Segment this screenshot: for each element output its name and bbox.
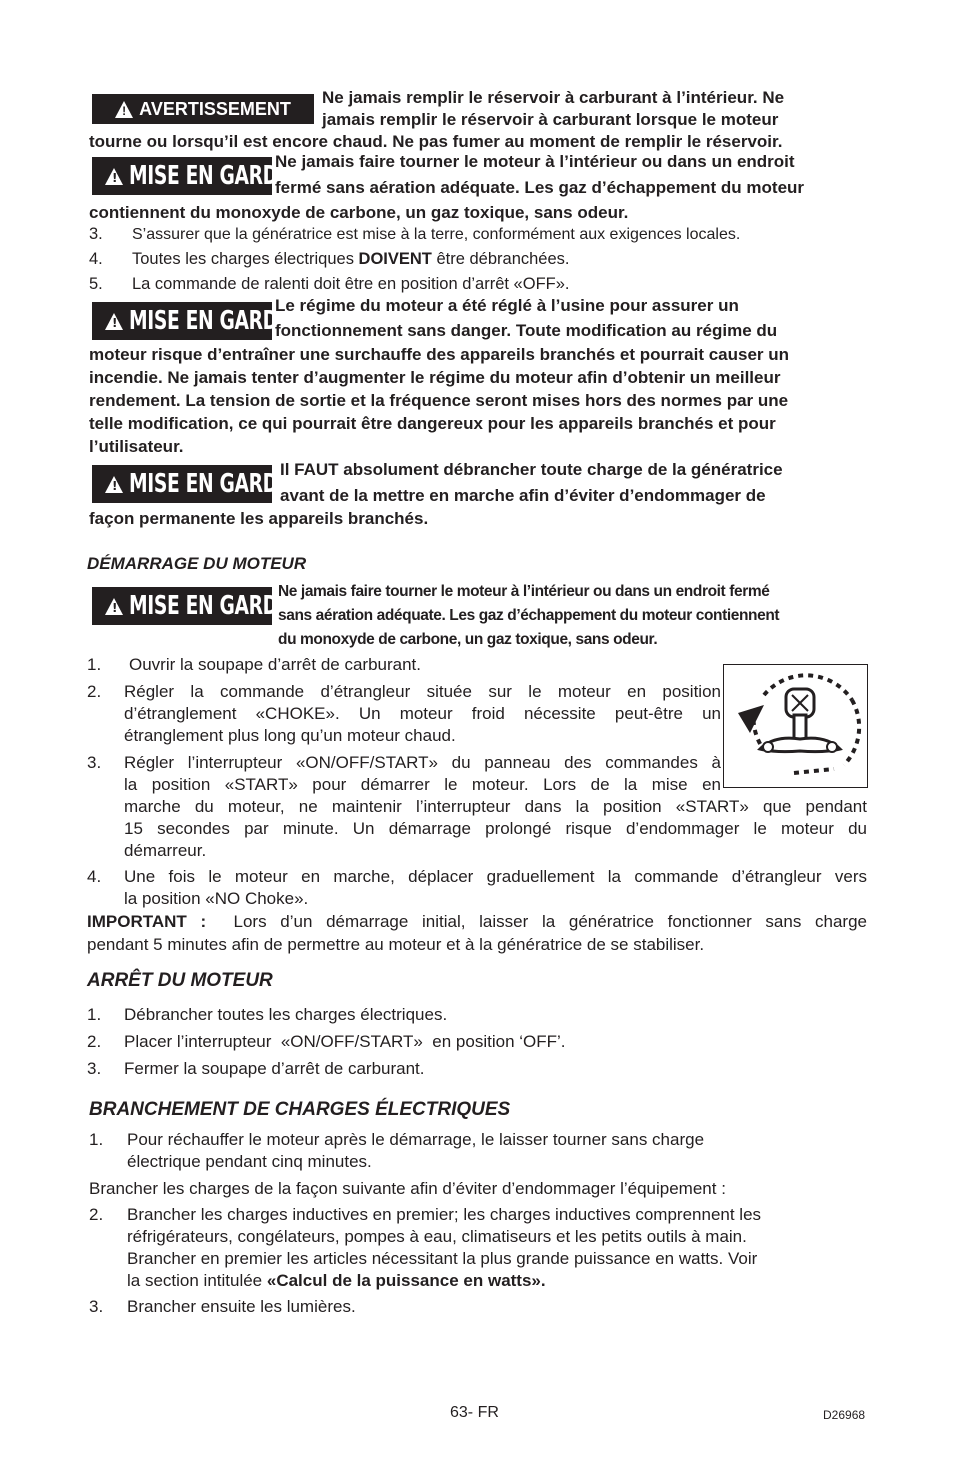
list-item-line: 15 secondes par minute. Un démarrage prolongé risque d’endommager le moteur du	[124, 819, 867, 838]
warning-2-line-2: fermé sans aération adéquate. Les gaz d’échappement du moteur	[275, 178, 805, 197]
important-label: IMPORTANT :	[87, 912, 207, 931]
list-item-line: la section intitulée «Calcul de la puissance en watts».	[127, 1271, 546, 1290]
list-item: La commande de ralenti doit être en position d’arrêt «OFF».	[132, 275, 570, 293]
list-item: Placer l’interrupteur «ON/OFF/START» en position ‘OFF’.	[124, 1032, 566, 1051]
mise-en-garde-label: MISE EN GARDE	[129, 306, 291, 336]
warning-triangle-icon: !	[105, 313, 123, 330]
choke-lever-icon	[724, 665, 867, 787]
list-item: S’assurer que la génératrice est mise à la terre, conformément aux exigences locales.	[132, 226, 741, 243]
warning-2-line-3: contiennent du monoxyde de carbone, un gaz toxique, sans odeur.	[89, 203, 629, 222]
section-heading-arret: ARRÊT DU MOTEUR	[87, 970, 273, 991]
list-item-line: marche du moteur, ne maintenir l’interrupteur dans la position «START» que pendant	[124, 797, 867, 816]
list-item-num: 2.	[89, 1205, 104, 1224]
list-item-num: 1.	[89, 1130, 104, 1149]
list-item: Toutes les charges électriques DOIVENT être débranchées.	[132, 250, 570, 268]
important-note-line-2: pendant 5 minutes afin de permettre au moteur et à la génératrice de se stabiliser.	[87, 935, 705, 954]
warning-4-line-2: avant de la mettre en marche afin d’éviter d’endommager de	[280, 486, 766, 505]
list-item-line: Brancher les charges inductives en premier; les charges inductives comprennent les	[127, 1205, 762, 1224]
section-heading-branchement: BRANCHEMENT DE CHARGES ÉLECTRIQUES	[89, 1099, 511, 1120]
list-item-line: électrique pendant cinq minutes.	[127, 1152, 372, 1171]
list-item: Ouvrir la soupape d’arrêt de carburant.	[129, 655, 421, 674]
list-item-line: Une fois le moteur en marche, déplacer graduellement la commande d’étrangleur vers	[124, 867, 867, 886]
list-item-line: Brancher en premier les articles nécessitant la plus grande puissance en watts. Voir	[127, 1249, 758, 1268]
branchement-paragraph: Brancher les charges de la façon suivante afin d’éviter d’endommager l’équipement :	[89, 1179, 726, 1198]
section-heading-demarrage: DÉMARRAGE DU MOTEUR	[87, 554, 307, 573]
warning-4-line-1: Il FAUT absolument débrancher toute charge de la génératrice	[280, 460, 783, 479]
warning-5-line-2: sans aération adéquate. Les gaz d’échappement du moteur contiennent	[278, 607, 780, 624]
list-item: Brancher ensuite les lumières.	[127, 1297, 356, 1316]
warning-3-line-2: fonctionnement sans danger. Toute modification au régime du	[275, 321, 778, 340]
warning-2-line-1: Ne jamais faire tourner le moteur à l’intérieur ou dans un endroit	[275, 152, 795, 171]
warning-3-line-7: l’utilisateur.	[89, 437, 184, 456]
warning-3-line-5: rendement. La tension de sortie et la fréquence seront mises hors des normes par une	[89, 391, 789, 410]
list-item-num: 4.	[87, 867, 102, 886]
warning-3-line-4: incendie. Ne jamais tenter d’augmenter le régime du moteur afin d’obtenir un meilleur	[89, 368, 781, 387]
warning-triangle-icon: !	[105, 598, 123, 615]
warning-4-line-3: façon permanente les appareils branchés.	[89, 509, 429, 528]
warning-5-line-3: du monoxyde de carbone, un gaz toxique, sans odeur.	[278, 631, 658, 648]
list-item-line: Pour réchauffer le moteur après le démarrage, le laisser tourner sans charge	[127, 1130, 705, 1149]
list-item-line: d’étranglement «CHOKE». Un moteur froid nécessite peut-être un	[124, 704, 721, 723]
list-item-num: 4.	[89, 250, 103, 268]
list-item-line: Régler l’interrupteur «ON/OFF/START» du panneau des commandes à	[124, 753, 721, 772]
avertissement-label: AVERTISSEMENT	[139, 98, 291, 119]
list-item-line: réfrigérateurs, congélateurs, pompes à eau, climatiseurs et les petits outils à main.	[127, 1227, 747, 1246]
avertissement-badge	[92, 94, 314, 124]
document-code: D26968	[823, 1408, 866, 1422]
page-number: 63- FR	[450, 1404, 499, 1421]
list-item-num: 3.	[87, 753, 102, 772]
warning-1-line-3: tourne ou lorsqu’il est encore chaud. Ne pas fumer au moment de remplir le réservoir.	[89, 132, 783, 151]
list-item-num: 3.	[87, 1059, 102, 1078]
mise-en-garde-label: MISE EN GARDE	[129, 161, 291, 191]
mise-en-garde-badge	[92, 302, 291, 340]
list-item: Fermer la soupape d’arrêt de carburant.	[124, 1059, 425, 1078]
mise-en-garde-label: MISE EN GARDE	[129, 591, 291, 621]
list-item-num: 3.	[89, 225, 103, 243]
warning-1-line-2: jamais remplir le réservoir à carburant lorsque le moteur	[322, 110, 779, 129]
choke-illustration	[723, 664, 868, 788]
mise-en-garde-badge	[92, 465, 291, 503]
warning-5-line-1: Ne jamais faire tourner le moteur à l’intérieur ou dans un endroit fermé	[278, 583, 770, 600]
warning-triangle-icon: !	[105, 168, 123, 185]
warning-triangle-icon: !	[105, 476, 123, 493]
warning-3-line-3: moteur risque d’entraîner une surchauffe des appareils branchés et pourrait causer un	[89, 345, 790, 364]
list-item-line: la position «START» pour démarrer le moteur. Lors de la mise en	[124, 775, 721, 794]
list-item-num: 3.	[89, 1297, 104, 1316]
important-note: IMPORTANT : Lors d’un démarrage initial, laisser la génératrice fonctionner sans charge	[87, 912, 867, 931]
list-item-line: Régler la commande d’étrangleur située sur le moteur en position	[124, 682, 721, 701]
list-item-num: 5.	[89, 275, 103, 293]
mise-en-garde-badge	[92, 587, 291, 625]
warning-triangle-icon: !	[115, 101, 133, 118]
list-item-num: 1.	[87, 655, 102, 674]
mise-en-garde-badge	[92, 157, 291, 195]
list-item-num: 2.	[87, 682, 102, 701]
warning-3-line-1: Le régime du moteur a été réglé à l’usine pour assurer un	[275, 296, 739, 315]
mise-en-garde-label: MISE EN GARDE	[129, 469, 291, 499]
list-item-num: 1.	[87, 1005, 102, 1024]
list-item-line: démarreur.	[124, 841, 207, 860]
list-item: Débrancher toutes les charges électriques.	[124, 1005, 448, 1024]
warning-1-line-1: Ne jamais remplir le réservoir à carburant à l’intérieur. Ne	[322, 88, 785, 107]
list-item-line: étranglement plus long qu’un moteur chaud.	[124, 726, 456, 745]
warning-3-line-6: telle modification, ce qui pourrait être dangereux pour les appareils branchés et pour	[89, 414, 776, 433]
list-item-line: la position «NO Choke».	[124, 889, 309, 908]
list-item-num: 2.	[87, 1032, 102, 1051]
